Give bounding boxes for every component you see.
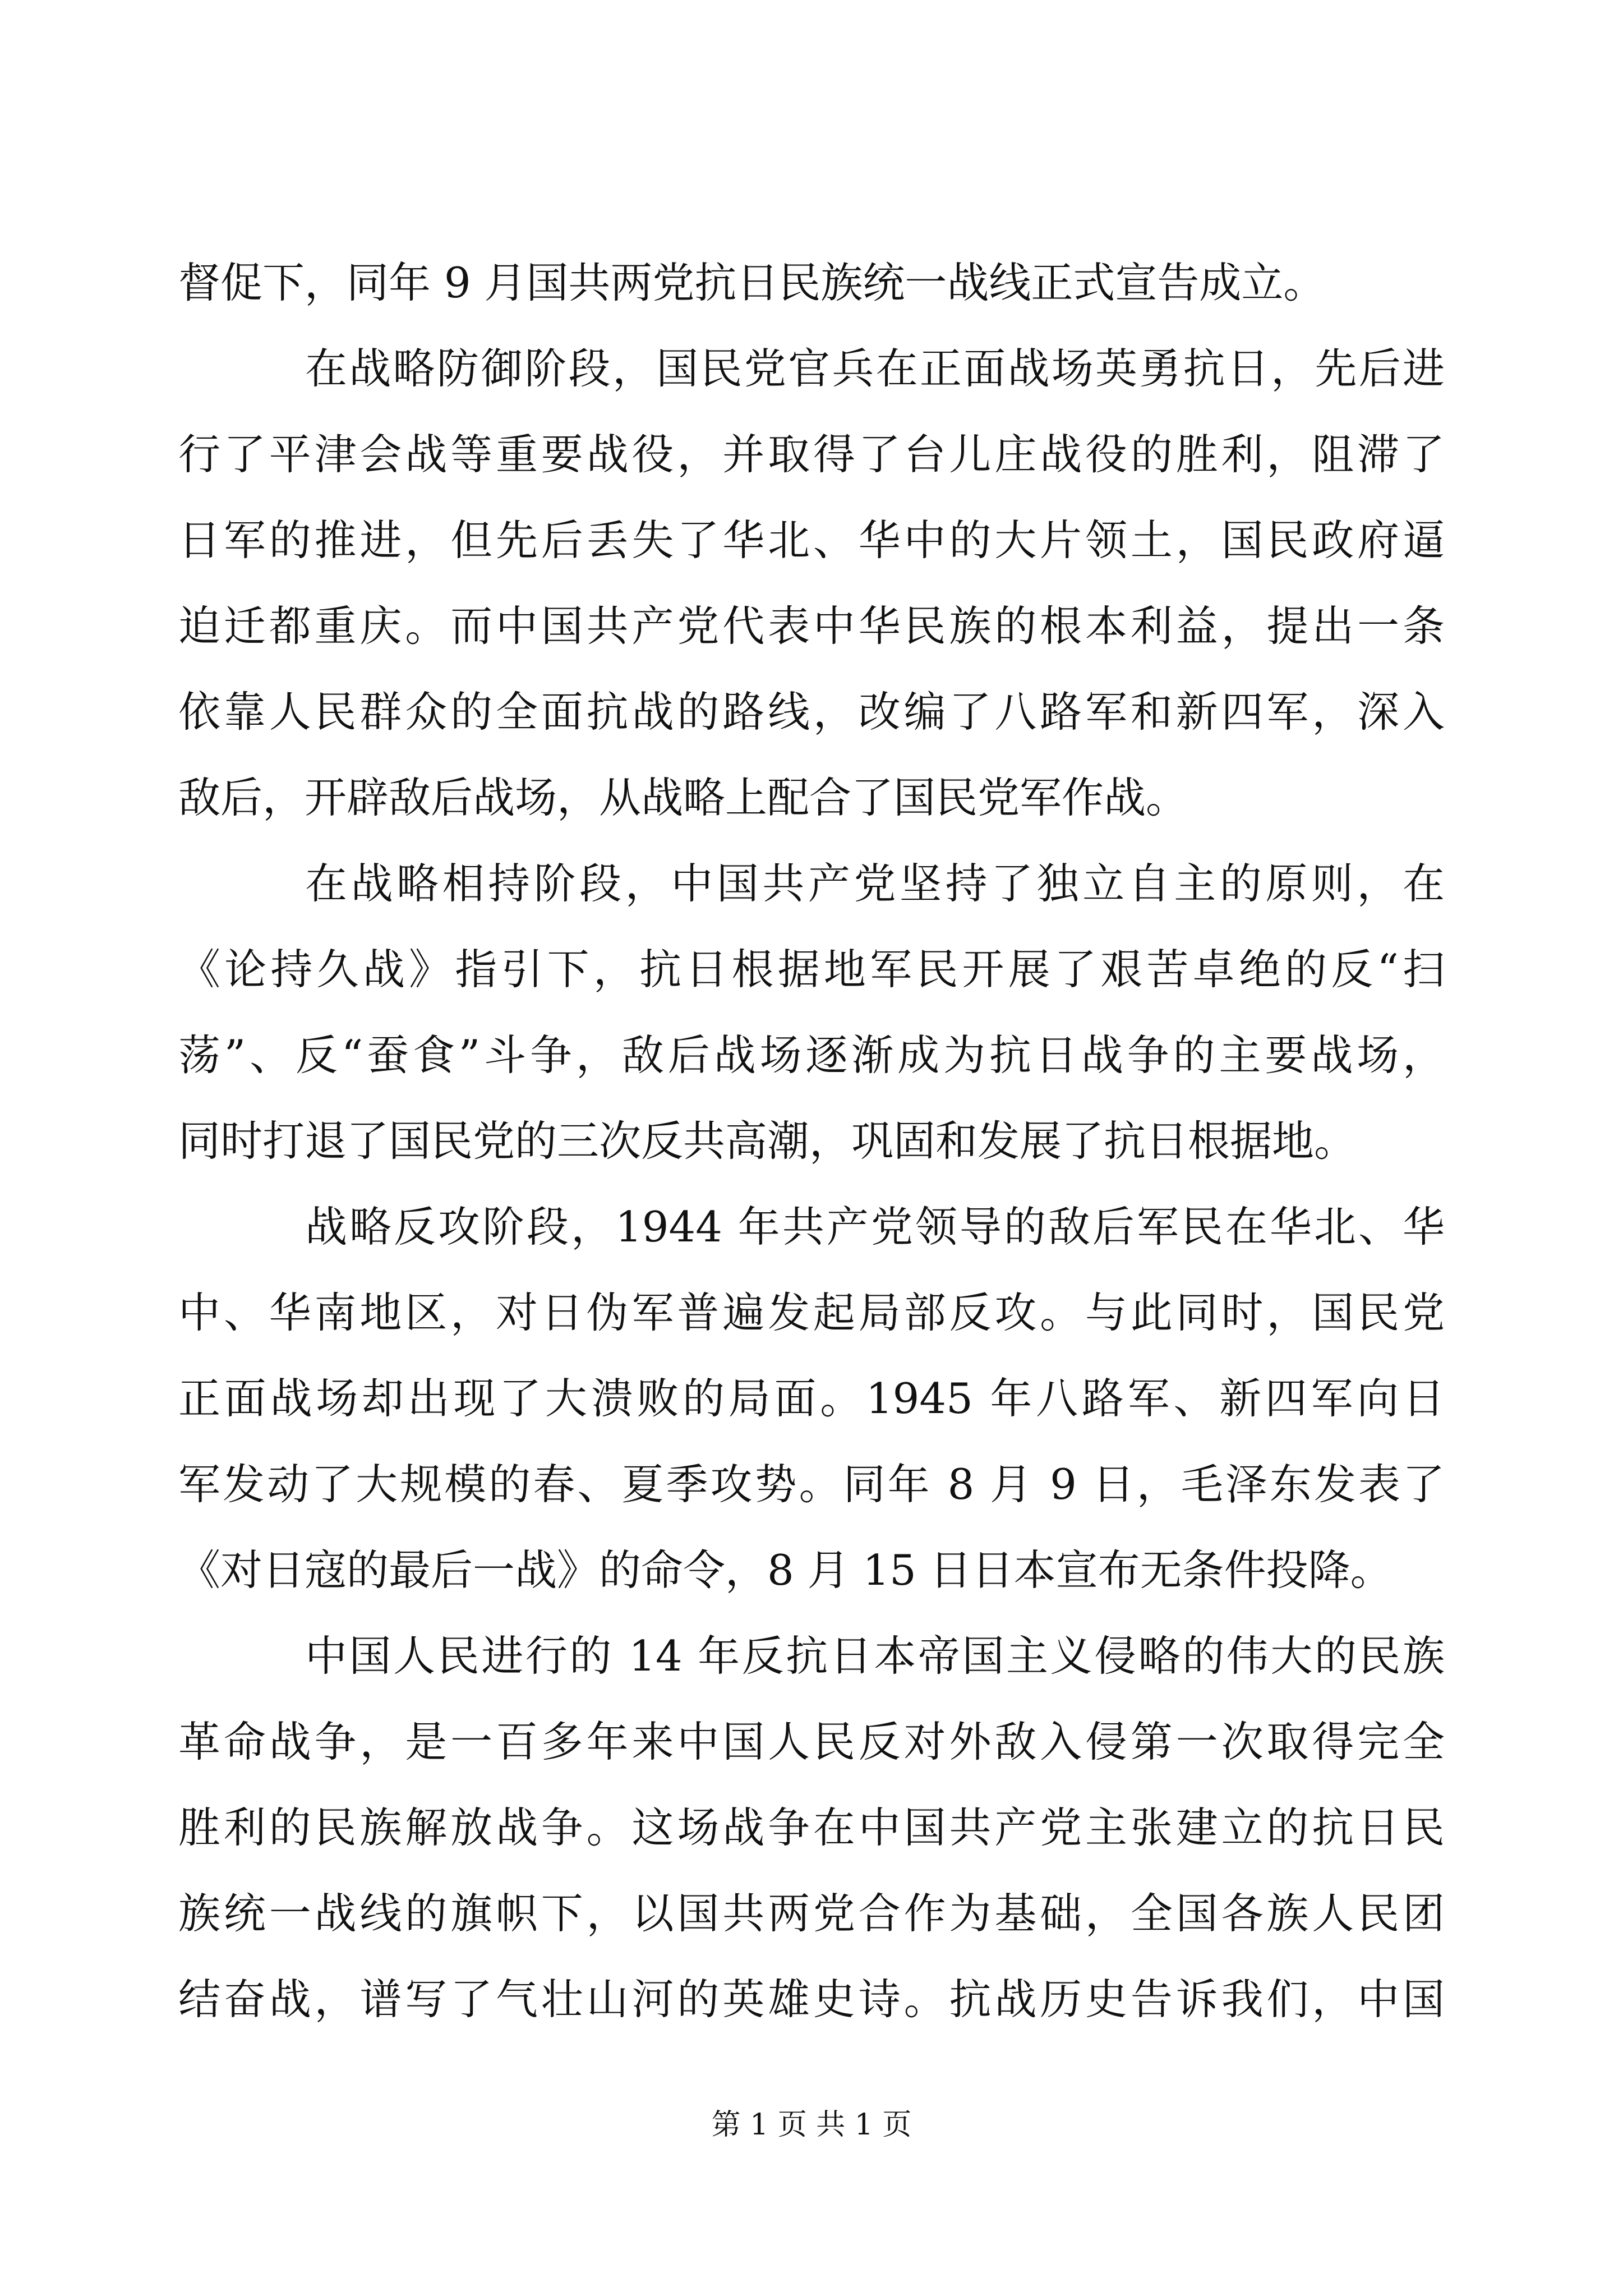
text-line: 《论持久战》指引下，抗日根据地军民开展了艰苦卓绝的反“扫 — [178, 945, 1445, 994]
text-line: 敌后，开辟敌后战场，从战略上配合了国民党军作战。 — [178, 773, 1188, 822]
text-line: 革命战争，是一百多年来中国人民反对外敌入侵第一次取得完全 — [178, 1717, 1445, 1766]
text-line: 督促下，同年 9 月国共两党抗日民族统一战线正式宣告成立。 — [178, 258, 1326, 307]
text-line: 结奋战，谱写了气壮山河的英雄史诗。抗战历史告诉我们，中国 — [178, 1975, 1445, 2024]
text-line: 在战略防御阶段，国民党官兵在正面战场英勇抗日，先后进 — [305, 344, 1445, 393]
text-line: 胜利的民族解放战争。这场战争在中国共产党主张建立的抗日民 — [178, 1803, 1445, 1852]
text-line: 荡”、反“蚕食”斗争，敌后战场逐渐成为抗日战争的主要战场， — [178, 1030, 1445, 1080]
text-line: 军发动了大规模的春、夏季攻势。同年 8 月 9 日，毛泽东发表了 — [178, 1460, 1445, 1509]
page-number-footer: 第 1 页 共 1 页 — [711, 2108, 912, 2142]
text-line: 中国人民进行的 14 年反抗日本帝国主义侵略的伟大的民族 — [305, 1631, 1445, 1681]
text-line: 中、华南地区，对日伪军普遍发起局部反攻。与此同时，国民党 — [178, 1288, 1445, 1337]
text-line: 在战略相持阶段，中国共产党坚持了独立自主的原则，在 — [305, 859, 1445, 908]
text-line: 族统一战线的旗帜下，以国共两党合作为基础，全国各族人民团 — [178, 1889, 1445, 1938]
text-line: 战略反攻阶段，1944 年共产党领导的敌后军民在华北、华 — [305, 1202, 1445, 1251]
text-line: 行了平津会战等重要战役，并取得了台儿庄战役的胜利，阻滞了 — [178, 430, 1445, 479]
document-body — [178, 240, 1445, 2042]
text-line: 日军的推进，但先后丢失了华北、华中的大片领土，国民政府逼 — [178, 516, 1445, 565]
text-line: 《对日寇的最后一战》的命令，8 月 15 日日本宣布无条件投降。 — [178, 1545, 1393, 1595]
text-line: 正面战场却出现了大溃败的局面。1945 年八路军、新四军向日 — [178, 1374, 1445, 1423]
text-line: 同时打退了国民党的三次反共高潮，巩固和发展了抗日根据地。 — [178, 1116, 1357, 1166]
text-line: 依靠人民群众的全面抗战的路线，改编了八路军和新四军，深入 — [178, 687, 1445, 737]
text-line: 迫迁都重庆。而中国共产党代表中华民族的根本利益，提出一条 — [178, 601, 1445, 651]
